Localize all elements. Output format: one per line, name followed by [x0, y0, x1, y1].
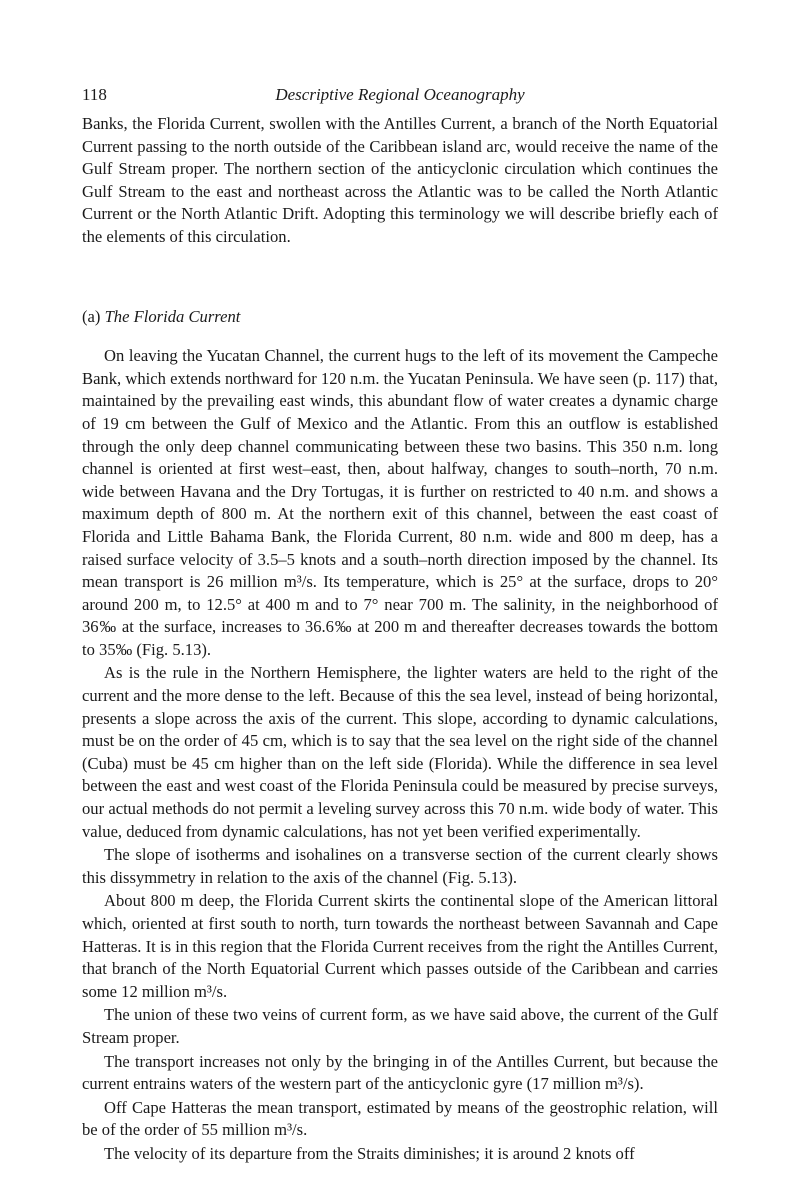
- paragraph: Off Cape Hatteras the mean transport, estimated by means of the geostrophic relation, will be of the order of 55 million m³/s.: [82, 1097, 718, 1140]
- paragraph: The slope of isotherms and isohalines on a transverse section of the current clearly shows this dissymmetry in relation to the axis of the channel (Fig. 5.13).: [82, 845, 718, 887]
- running-head: [82, 82, 718, 108]
- paragraph: The velocity of its departure from the Straits diminishes; it is around 2 knots off: [104, 1143, 635, 1163]
- running-title: Descriptive Regional Oceanography: [275, 85, 525, 104]
- paragraph: The union of these two veins of current form, as we have said above, the current of the Gulf Stream proper.: [82, 1005, 718, 1047]
- body-text: [82, 113, 718, 1166]
- section-title: The Florida Current: [104, 306, 241, 326]
- paragraph: About 800 m deep, the Florida Current skirts the continental slope of the American littoral which, oriented at first south to north, turn towards the northeast between Savannah and Cape Hatteras. It is in this region that the Florida Current receives from the right the Antilles Current, that branch of the North Equatorial Current which passes outside of the Caribbean and carries some 12 million m³/s.: [82, 891, 718, 1001]
- section-heading: [82, 306, 718, 329]
- section-label: (a): [82, 306, 101, 326]
- page-number: 118: [82, 85, 107, 104]
- paragraph: As is the rule in the Northern Hemisphere, the lighter waters are held to the right of the current and the more dense to the left. Because of this the sea level, instead of being horizontal, presents a slope across the axis of the current. This slope, according to dynamic calculations, must be on the order of 45 cm, which is to say that the sea level on the right side of the channel (Cuba) must be 45 cm higher than on the left side (Florida). While the difference in sea level between the east and west coast of the Florida Peninsula could be measured by precise surveys, our actual methods do not permit a leveling survey across this 70 n.m. wide body of water. This value, deduced from dynamic calculations, has not yet been verified experimentally.: [82, 663, 718, 841]
- paragraph-continuation: Banks, the Florida Current, swollen with the Antilles Current, a branch of the North Equatorial Current passing to the north outside of the Caribbean island arc, would receive the name of the Gulf Stream proper. The northern section of the anticyclonic circulation which continues the Gulf Stream to the east and northeast across the Atlantic was to be called the North Atlantic Current or the North Atlantic Drift. Adopting this terminology we will describe briefly each of the elements of this circulation.: [82, 114, 718, 246]
- paragraph: On leaving the Yucatan Channel, the current hugs to the left of its movement the Campeche Bank, which extends northward for 120 n.m. the Yucatan Peninsula. We have seen (p. 117) that, maintained by the prevailing east winds, this abundant flow of water creates a dynamic charge of 19 cm between the Gulf of Mexico and the Atlantic. From this an outflow is established through the only deep channel communicating between these two basins. This 350 n.m. long channel is oriented at first west–east, then, about halfway, changes to south–north, 70 n.m. wide between Havana and the Dry Tortugas, it is further on restricted to 40 n.m. and shows a maximum depth of 800 m. At the northern exit of this channel, between the east coast of Florida and Little Bahama Bank, the Florida Current, 80 n.m. wide and 800 m deep, has a raised surface velocity of 3.5–5 knots and a south–north direction imposed by the channel. Its mean transport is 26 million m³/s. Its temperature, which is 25° at the surface, drops to 20° around 200 m, to 12.5° at 400 m and to 7° near 700 m. The salinity, in the neighborhood of 36‰ at the surface, increases to 36.6‰ at 200 m and thereafter decreases towards the bottom to 35‰ (Fig. 5.13).: [82, 346, 718, 659]
- paragraph: The transport increases not only by the bringing in of the Antilles Current, but because the current entrains waters of the western part of the anticyclonic gyre (17 million m³/s).: [82, 1051, 718, 1094]
